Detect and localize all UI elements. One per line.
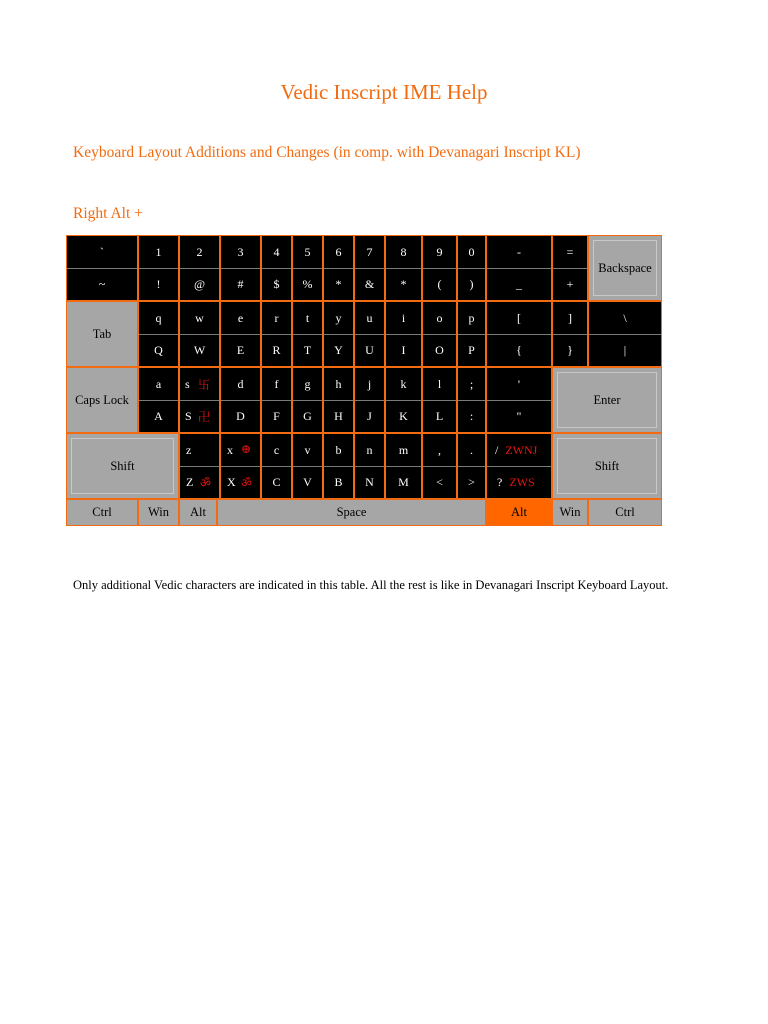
- key-shift-right: Shift: [553, 434, 661, 498]
- key-9: 9 (: [423, 236, 456, 300]
- key-slash: / ZWNJ ? ZWS: [487, 434, 551, 498]
- key-l: l L: [423, 368, 456, 432]
- key-f: f F: [262, 368, 291, 432]
- key-7: 7 &: [355, 236, 384, 300]
- key-v: v V: [293, 434, 322, 498]
- key-close-bracket: ] }: [553, 302, 587, 366]
- key-space: Space: [218, 500, 485, 525]
- zwnj-label: ZWNJ: [505, 443, 538, 457]
- zws-label: ZWS: [509, 475, 535, 489]
- key-i: i I: [386, 302, 421, 366]
- key-backslash: \ |: [589, 302, 661, 366]
- key-h: h H: [324, 368, 353, 432]
- key-backtick: ` ~: [67, 236, 137, 300]
- key-alt-left: Alt: [180, 500, 216, 525]
- keyboard-layout-table: [66, 235, 662, 526]
- om-symbol: ॐ: [241, 476, 252, 490]
- key-p: p P: [458, 302, 485, 366]
- key-c: c C: [262, 434, 291, 498]
- key-o: o O: [423, 302, 456, 366]
- swastika-symbol-left: 卍: [198, 410, 211, 424]
- key-t: t T: [293, 302, 322, 366]
- key-alt-right: Alt: [487, 500, 551, 525]
- key-n: n N: [355, 434, 384, 498]
- key-minus: - _: [487, 236, 551, 300]
- key-r: r R: [262, 302, 291, 366]
- key-backspace: Backspace: [589, 236, 661, 300]
- key-a: a A: [139, 368, 178, 432]
- circle-plus-symbol: ⊕: [241, 442, 252, 456]
- key-e: e E: [221, 302, 260, 366]
- key-u: u U: [355, 302, 384, 366]
- section-heading-layout: Keyboard Layout Additions and Changes (in comp. with Devanagari Inscript KL): [73, 144, 581, 161]
- key-g: g G: [293, 368, 322, 432]
- key-s: s S 卐 卍: [180, 368, 219, 432]
- key-open-bracket: [ {: [487, 302, 551, 366]
- key-shift-left: Shift: [67, 434, 178, 498]
- key-equals: = +: [553, 236, 587, 300]
- key-win-right: Win: [553, 500, 587, 525]
- key-j: j J: [355, 368, 384, 432]
- key-period: . >: [458, 434, 485, 498]
- key-comma: , <: [423, 434, 456, 498]
- key-x: x X ⊕ ॐ: [221, 434, 260, 498]
- key-2: 2 @: [180, 236, 219, 300]
- key-ctrl-left: Ctrl: [67, 500, 137, 525]
- key-d: d D: [221, 368, 260, 432]
- key-caps-lock: Caps Lock: [67, 368, 137, 432]
- key-enter: Enter: [553, 368, 661, 432]
- key-semicolon: ; :: [458, 368, 485, 432]
- key-tab: Tab: [67, 302, 137, 366]
- section-heading-right-alt: Right Alt +: [73, 205, 143, 222]
- note-paragraph: Only additional Vedic characters are indicated in this table. All the rest is like in Devanagari Inscript Keyboard Layout.: [73, 578, 669, 592]
- key-6: 6 *: [324, 236, 353, 300]
- key-w: w W: [180, 302, 219, 366]
- key-quote: ' ": [487, 368, 551, 432]
- key-b: b B: [324, 434, 353, 498]
- key-k: k K: [386, 368, 421, 432]
- key-q: q Q: [139, 302, 178, 366]
- key-ctrl-right: Ctrl: [589, 500, 661, 525]
- om-symbol: ॐ: [200, 476, 211, 490]
- key-z: z Z ॐ: [180, 434, 219, 498]
- key-1: 1 !: [139, 236, 178, 300]
- key-0: 0 ): [458, 236, 485, 300]
- key-5: 5 %: [293, 236, 322, 300]
- swastika-symbol: 卐: [198, 378, 211, 392]
- key-y: y Y: [324, 302, 353, 366]
- key-m: m M: [386, 434, 421, 498]
- key-4: 4 $: [262, 236, 291, 300]
- page-title: Vedic Inscript IME Help: [280, 80, 488, 104]
- key-3: 3 #: [221, 236, 260, 300]
- key-win-left: Win: [139, 500, 178, 525]
- key-8: 8 *: [386, 236, 421, 300]
